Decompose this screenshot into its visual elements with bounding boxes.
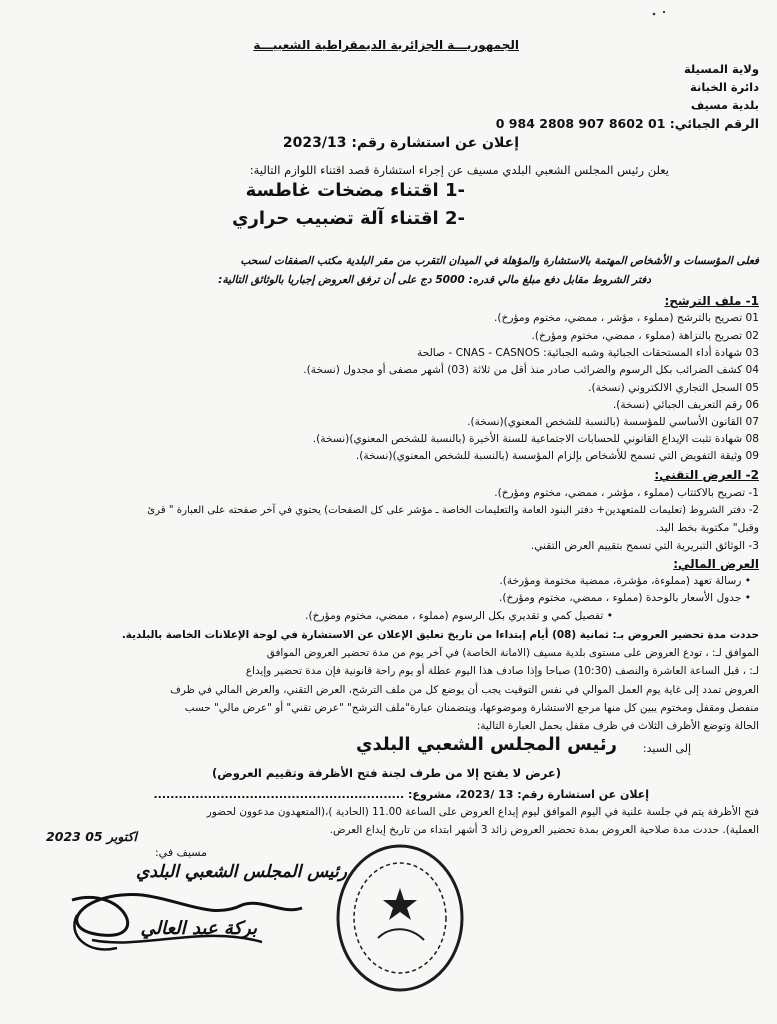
opening-line: العملية). حددت مدة صلاحية العروض بمدة تحضير العروض زائد 3 أشهر ابتداء من تاريخ إيداع العرض. xyxy=(329,824,759,836)
candidature-item: 03 شهادة أداء المستحقات الجبائية وشبه الجبائية: CNAS - CASNOS - صالحة xyxy=(417,347,759,359)
terms-line: حددت مدة تحضير العروض بـ: ثمانية (08) أيام إبتداءا من تاريخ تعليق الإعلان عن الاستشارة في لوحة الإعلانات الخاصة بالبلدية. xyxy=(121,629,759,641)
announcement-intro: يعلن رئيس المجلس الشعبي البلدي مسيف عن إجراء استشارة قصد اقتناء اللوازم التالية: xyxy=(249,163,669,177)
financial-heading: العرض المالي: xyxy=(673,557,759,571)
scan-mark-icon xyxy=(650,8,670,20)
signature-place: مسيف في: xyxy=(154,846,207,859)
wilaya-line: ولاية المسيلة xyxy=(683,62,759,76)
terms-line: العروض تمدد إلى غاية يوم العمل الموالي في نفس التوقيت يجب أن يوضع كل من ملف الترشح، العرض التقني، والعرض المالي في ظرف xyxy=(170,684,759,696)
financial-item: • رسالة تعهد (مملوءة، مؤشرة، ممضية مختومة ومؤرخة). xyxy=(499,575,751,587)
envelope-ref: إعلان عن استشارة رقم: 13 /2023، مشروع: ............................................................ xyxy=(153,788,649,801)
technical-heading: 2- العرض التقني: xyxy=(654,468,759,482)
candidature-item: 06 رقم التعريف الجبائي (نسخة). xyxy=(612,399,759,411)
envelope-to-prefix: إلى السيد: xyxy=(642,742,691,755)
candidature-item: 01 تصريح بالترشح (مملوء ، مؤشر ، ممضي، مختوم ومؤرخ). xyxy=(493,312,759,324)
invite-line-2: دفتر الشروط مقابل دفع مبلغ مالي قدره: 5000 دج على أن ترفق العروض إجباريا بالوثائق التالية: xyxy=(218,274,651,286)
announcement-title: إعلان عن استشارة رقم: 2023/13 xyxy=(282,135,519,151)
candidature-heading: 1- ملف الترشح: xyxy=(664,294,759,308)
tax-id-line: الرقم الجبائي: 01 8602 907 2808 984 0 xyxy=(495,116,759,131)
candidature-item: 04 كشف الضرائب بكل الرسوم والضرائب صادر منذ أقل من ثلاثة (03) أشهر مصفى أو مجدول (نسخة). xyxy=(303,364,759,376)
technical-item: 1- تصريح بالاكتتاب (مملوء ، مؤشر ، ممضي، مختوم ومؤرخ). xyxy=(494,487,759,499)
terms-line: منفصل ومقفل ومختوم يبين كل منها مرجع الاستشارة وموضوعها، ويتضمنان عبارة"ملف الترشح" "عرض تقني" أو "عرض مالي" حسب xyxy=(184,702,759,714)
commune-line: بلدية مسيف xyxy=(690,98,759,112)
opening-line: فتح الأظرفة يتم في جلسة علنية في اليوم الموافق ليوم إيداع العروض على الساعة 11.00 (الحادية )،(المتعهدون مدعوون لحضور xyxy=(206,806,759,818)
envelope-to-name: رئيس المجلس الشعبي البلدي xyxy=(356,734,617,755)
terms-line: الموافق لـ: ، تودع العروض على مستوى بلدية مسيف (الامانة الخاصة) في آخر يوم من مدة تحضير العروض الموافق xyxy=(266,647,759,659)
candidature-item: 07 القانون الأساسي للمؤسسة (بالنسبة للشخص المعنوي)(نسخة). xyxy=(467,416,759,428)
candidature-item: 05 السجل التجاري الالكتروني (نسخة). xyxy=(588,382,759,394)
official-stamp-icon xyxy=(330,838,470,998)
envelope-note: (عرض لا يفتح إلا من طرف لجنة فتح الأظرفة وتقييم العروض) xyxy=(212,766,561,780)
terms-line: الحالة وتوضع الأظرف الثلاث في ظرف مقفل يحمل العبارة التالية: xyxy=(476,720,759,732)
terms-line: لـ: ، قبل الساعة العاشرة والنصف (10:30) صباحا وإذا صادف هذا اليوم عطلة أو يوم راحة قانونية فإن مدة تحضير وإيداع xyxy=(245,665,759,677)
signature-name: بركة عبد العالي xyxy=(140,918,257,939)
financial-item: • جدول الأسعار بالوحدة (مملوء ، ممضي، مختوم ومؤرخ). xyxy=(499,592,751,604)
candidature-item: 02 تصريح بالنزاهة (مملوء ، ممضي، مختوم ومؤرخ). xyxy=(531,330,759,342)
item-pumps: -1 اقتناء مضخات غاطسة xyxy=(245,180,465,201)
item-fogger: -2 اقتناء آلة تضبيب حراري xyxy=(232,208,465,229)
invite-line-1: فعلى المؤسسات و الأشخاص المهتمة بالاستشارة والمؤهلة في الميدان التقرب من مقر البلدية مكتب الصفقات لسحب xyxy=(240,255,759,267)
technical-item: 2- دفتر الشروط (تعليمات للمتعهدين+ دفتر البنود العامة والتعليمات الخاصة ـ مؤشر على كل الصفحات) يحتوي في آخر صفحته على العبارة " قرئ xyxy=(147,505,759,516)
technical-item: وقبل" مكتوبة بخط اليد. xyxy=(655,522,759,534)
signature-date: 2023 اكتوبر 05 xyxy=(46,829,137,844)
candidature-item: 09 وثيقة التفويض التي تسمح للأشخاص بإلزام المؤسسة (بالنسبة للشخص المعنوي)(نسخة). xyxy=(355,450,759,462)
financial-item: • تفصيل كمي و تقديري بكل الرسوم (مملوء ، ممضي، مختوم ومؤرخ). xyxy=(305,610,613,622)
technical-item: 3- الوثائق التبريرية التي تسمح بتقييم العرض التقني. xyxy=(530,540,759,552)
candidature-item: 08 شهادة تثبت الإيداع القانوني للحسابات الاجتماعية للسنة الأخيرة (بالنسبة للشخص المعنوي)(نسخة). xyxy=(312,433,759,445)
signature-title: رئيس المجلس الشعبي البلدي xyxy=(136,862,347,882)
daira-line: دائرة الخبانة xyxy=(690,80,759,94)
republic-title: الجمهوريـــة الجزائرية الديمقراطية الشعبيـــة xyxy=(253,38,519,52)
